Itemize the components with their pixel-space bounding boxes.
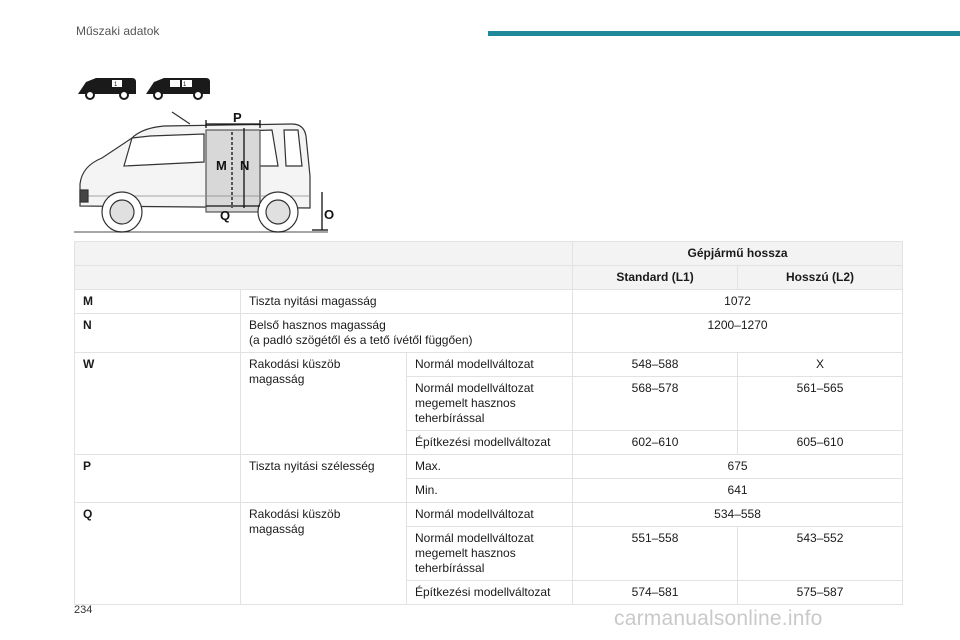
value-l1: 568–578 bbox=[573, 377, 738, 431]
label-p: P bbox=[233, 110, 242, 125]
label-o: O bbox=[324, 207, 335, 222]
table-row bbox=[75, 314, 903, 353]
van-icon-standard bbox=[78, 78, 136, 99]
table-row bbox=[75, 503, 903, 527]
row-label: Belső hasznos magasság (a padló szögétől és a tető ívétől függően) bbox=[241, 314, 573, 353]
row-code: P bbox=[75, 455, 241, 503]
row-label: Rakodási küszöb magasság bbox=[241, 353, 407, 455]
col-header-l1: Standard (L1) bbox=[573, 266, 738, 290]
value-l2: 605–610 bbox=[738, 431, 903, 455]
dimensions-table bbox=[74, 241, 903, 605]
value-l2: X bbox=[738, 353, 903, 377]
value-l2: 543–552 bbox=[738, 527, 903, 581]
row-code: W bbox=[75, 353, 241, 455]
row-code: N bbox=[75, 314, 241, 353]
value-l2: 575–587 bbox=[738, 581, 903, 605]
row-value: 675 bbox=[573, 455, 903, 479]
label-q: Q bbox=[220, 208, 231, 223]
label-m: M bbox=[216, 158, 227, 173]
label-n: N bbox=[240, 158, 250, 173]
van-dimension-illustration bbox=[72, 66, 342, 238]
row-value: 534–558 bbox=[573, 503, 903, 527]
variant-name: Normál modellváltozat megemelt hasznos teherbírással bbox=[407, 527, 573, 581]
row-code: Q bbox=[75, 503, 241, 605]
table-row bbox=[75, 290, 903, 314]
row-value: 1072 bbox=[573, 290, 903, 314]
row-label: Rakodási küszöb magasság bbox=[241, 503, 407, 605]
row-value: 1200–1270 bbox=[573, 314, 903, 353]
svg-text:1: 1 bbox=[183, 82, 187, 88]
watermark: carmanualsonline.info bbox=[614, 607, 823, 630]
variant-name: Normál modellváltozat megemelt hasznos teherbírással bbox=[407, 377, 573, 431]
value-l1: 551–558 bbox=[573, 527, 738, 581]
van-side-view bbox=[80, 112, 310, 232]
value-l1: 574–581 bbox=[573, 581, 738, 605]
row-value: 641 bbox=[573, 479, 903, 503]
svg-text:1: 1 bbox=[114, 82, 118, 88]
variant-name: Min. bbox=[407, 479, 573, 503]
variant-name: Építkezési modellváltozat bbox=[407, 581, 573, 605]
page-number: 234 bbox=[74, 604, 93, 616]
value-l2: 561–565 bbox=[738, 377, 903, 431]
group-header: Gépjármű hossza bbox=[573, 242, 903, 266]
value-l1: 548–588 bbox=[573, 353, 738, 377]
table-row bbox=[75, 353, 903, 377]
table-header-row bbox=[75, 242, 903, 266]
row-label: Tiszta nyitási szélesség bbox=[241, 455, 407, 503]
variant-name: Normál modellváltozat bbox=[407, 503, 573, 527]
row-code: M bbox=[75, 290, 241, 314]
table-row bbox=[75, 455, 903, 479]
van-icon-long bbox=[146, 78, 210, 99]
table-subheader-row bbox=[75, 266, 903, 290]
value-l1: 602–610 bbox=[573, 431, 738, 455]
col-header-l2: Hosszú (L2) bbox=[738, 266, 903, 290]
variant-name: Max. bbox=[407, 455, 573, 479]
section-title: Műszaki adatok bbox=[76, 24, 160, 38]
header-accent-bar bbox=[488, 31, 960, 36]
row-label: Tiszta nyitási magasság bbox=[241, 290, 573, 314]
variant-name: Normál modellváltozat bbox=[407, 353, 573, 377]
variant-name: Építkezési modellváltozat bbox=[407, 431, 573, 455]
